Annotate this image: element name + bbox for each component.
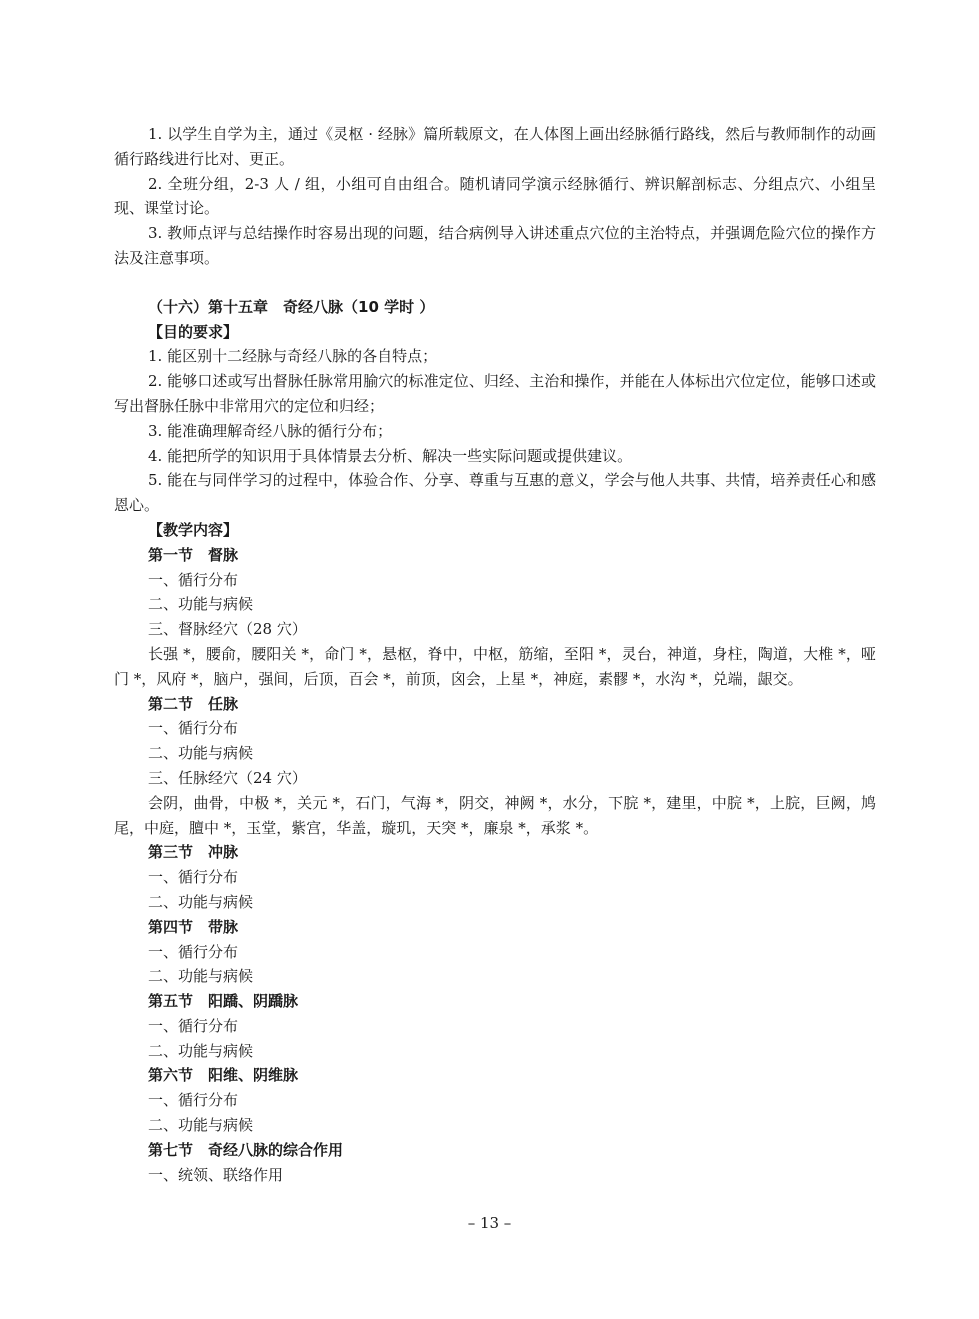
- chapter-title: （十六）第十五章 奇经八脉（10 学时 ）: [148, 297, 435, 316]
- content-heading: 【教学内容】: [148, 520, 239, 539]
- section-item: 二、功能与病候: [148, 892, 254, 911]
- objective-item-2: 2. 能够口述或写出督脉任脉常用腧穴的标准定位、归经、主治和操作，并能在人体标出穴位定位，能够口述或写出督脉任脉中非常用穴的定位和归经；: [114, 372, 876, 415]
- section-title: 第四节 带脉: [148, 917, 239, 936]
- page-number: – 13 –: [467, 1214, 512, 1232]
- objective-item-5: 5. 能在与同伴学习的过程中，体验合作、分享、尊重与互惠的意义，学会与他人共事、共情，培养责任心和感恩心。: [114, 471, 876, 515]
- acupoint-list: 长强 *，腰俞，腰阳关 *，命门 *，悬枢，脊中，中枢，筋缩，至阳 *，灵台，神道，身柱，陶道，大椎 *，哑门 *，风府 *，脑户，强间，后顶，百会 *，前顶，囟会，上星 *，神庭，素髎 *，水沟 *，兑端，龈交。: [114, 644, 876, 688]
- section-item: 二、功能与病候: [148, 967, 254, 986]
- section-item: 二、功能与病候: [148, 1116, 254, 1135]
- section-title: 第七节 奇经八脉的综合作用: [148, 1140, 344, 1159]
- page-content: [114, 122, 876, 1187]
- acupoint-list: 会阴，曲骨，中极 *，关元 *，石门，气海 *，阴交，神阙 *，水分，下脘 *，建里，中脘 *，上脘，巨阙，鸠尾，中庭，膻中 *，玉堂，紫宫，华盖，璇玑，天突 *，廉泉 *，承浆 *。: [114, 793, 876, 837]
- section-item: 三、任脉经穴（24 穴）: [148, 768, 307, 787]
- objective-item-1: 1. 能区别十二经脉与奇经八脉的各自特点；: [148, 347, 438, 366]
- section-item: 一、循行分布: [148, 719, 239, 738]
- section-item: 二、功能与病候: [148, 744, 254, 763]
- intro-item-1: 1. 以学生自学为主，通过《灵枢 · 经脉》篇所载原文，在人体图上画出经脉循行路线，然后与教师制作的动画循行路线进行比对、更正。: [114, 125, 876, 168]
- section-title: 第一节 督脉: [148, 545, 239, 564]
- section-item: 一、循行分布: [148, 1016, 239, 1035]
- objectives-heading: 【目的要求】: [148, 322, 239, 341]
- section-item: 二、功能与病候: [148, 595, 254, 614]
- section-item: 一、循行分布: [148, 868, 239, 887]
- section-item: 一、循行分布: [148, 1091, 239, 1110]
- section-title: 第六节 阳维、阴维脉: [148, 1066, 299, 1085]
- intro-item-2: 2. 全班分组，2-3 人 / 组，小组可自由组合。随机请同学演示经脉循行、辨识解剖标志、分组点穴、小组呈现、课堂讨论。: [114, 174, 876, 218]
- section-title: 第五节 阳蹻、阴蹻脉: [148, 992, 299, 1011]
- section-item: 一、统领、联络作用: [148, 1165, 284, 1184]
- objective-item-4: 4. 能把所学的知识用于具体情景去分析、解决一些实际问题或提供建议。: [148, 446, 633, 465]
- section-title: 第三节 冲脉: [148, 843, 239, 862]
- section-item: 二、功能与病候: [148, 1041, 254, 1060]
- section-item: 三、督脉经穴（28 穴）: [148, 620, 307, 639]
- intro-item-3: 3. 教师点评与总结操作时容易出现的问题，结合病例导入讲述重点穴位的主治特点，并强调危险穴位的操作方法及注意事项。: [114, 224, 876, 267]
- section-item: 一、循行分布: [148, 942, 239, 961]
- section-title: 第二节 任脉: [148, 694, 239, 713]
- section-item: 一、循行分布: [148, 570, 239, 589]
- objective-item-3: 3. 能准确理解奇经八脉的循行分布；: [148, 421, 393, 440]
